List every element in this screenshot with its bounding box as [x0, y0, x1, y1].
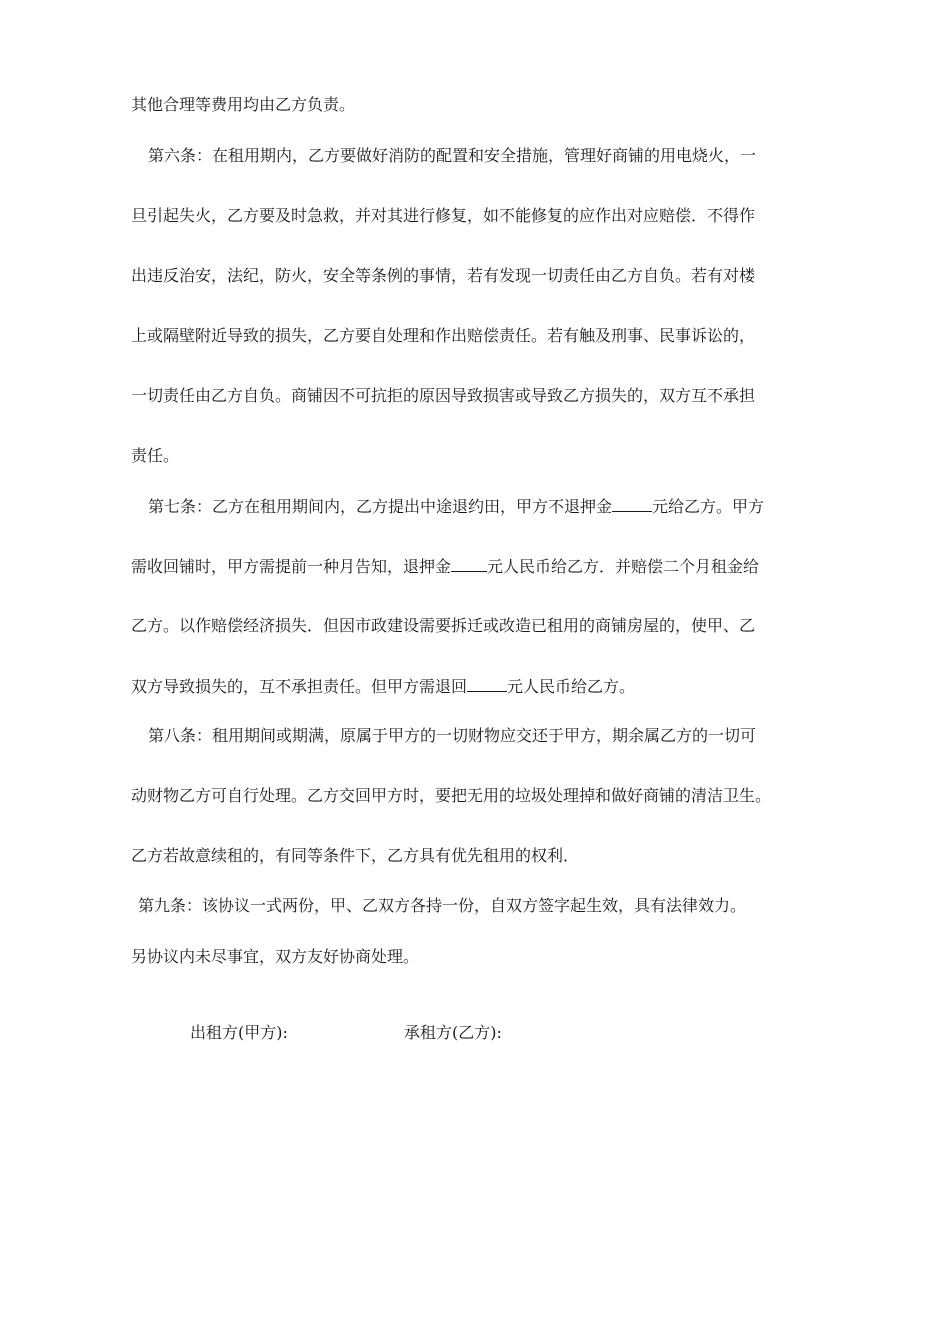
article-7-line [148, 496, 764, 517]
article-9-line: 第九条：该协议一式两份，甲、乙双方各持一份，自双方签字起生效，具有法律效力。 [138, 896, 747, 915]
text-segment: 元给乙方。甲方 [652, 497, 765, 516]
article-8-line: 第八条：租用期间或期满，原属于甲方的一切财物应交还于甲方，期余属乙方的一切可 [148, 726, 757, 745]
text-segment: 元人民币给乙方。 [507, 677, 636, 696]
text-segment: 双方导致损失的，互不承担责任。但甲方需退回 [131, 677, 468, 696]
text-line: 一切责任由乙方自负。商铺因不可抗拒的原因导致损害或导致乙方损失的，双方互不承担 [131, 386, 756, 405]
text-line [131, 556, 759, 577]
text-line: 其他合理等费用均由乙方负责。 [131, 95, 356, 114]
text-segment: 元人民币给乙方．并赔偿二个月租金给 [487, 557, 760, 576]
text-line: 责任。 [131, 446, 180, 465]
text-line: 另协议内未尽事宜，双方友好协商处理。 [131, 947, 420, 966]
article-6-line: 第六条：在租用期内，乙方要做好消防的配置和安全措施，管理好商铺的用电烧火，一 [148, 146, 757, 165]
text-line: 旦引起失火，乙方要及时急救，并对其进行修复，如不能修复的应作出对应赔偿．不得作 [131, 206, 756, 225]
blank-underline [612, 496, 652, 512]
text-line: 乙方若故意续租的，有同等条件下，乙方具有优先租用的权利． [131, 846, 580, 865]
text-line [131, 676, 635, 697]
text-segment: 需收回铺时，甲方需提前一种月告知，退押金 [131, 557, 452, 576]
text-line: 出违反治安，法纪，防火，安全等条例的事情，若有发现一切责任由乙方自负。若有对楼 [131, 266, 756, 285]
lessor-signature-label: 出租方(甲方): [190, 1023, 288, 1042]
text-line: 动财物乙方可自行处理。乙方交回甲方时，要把无用的垃圾处理掉和做好商铺的清洁卫生。 [131, 786, 772, 805]
text-line: 上或隔壁附近导致的损失，乙方要自处理和作出赔偿责任。若有触及刑事、民事诉讼的， [131, 326, 756, 345]
blank-underline [467, 676, 507, 692]
blank-underline [451, 556, 487, 572]
text-line: 乙方。以作赔偿经济损失．但因市政建设需要拆迁或改造已租用的商铺房屋的，使甲、乙 [131, 616, 756, 635]
text-segment: 第七条：乙方在租用期间内，乙方提出中途退约田，甲方不退押金 [148, 497, 613, 516]
lessee-signature-label: 承租方(乙方): [404, 1023, 502, 1042]
